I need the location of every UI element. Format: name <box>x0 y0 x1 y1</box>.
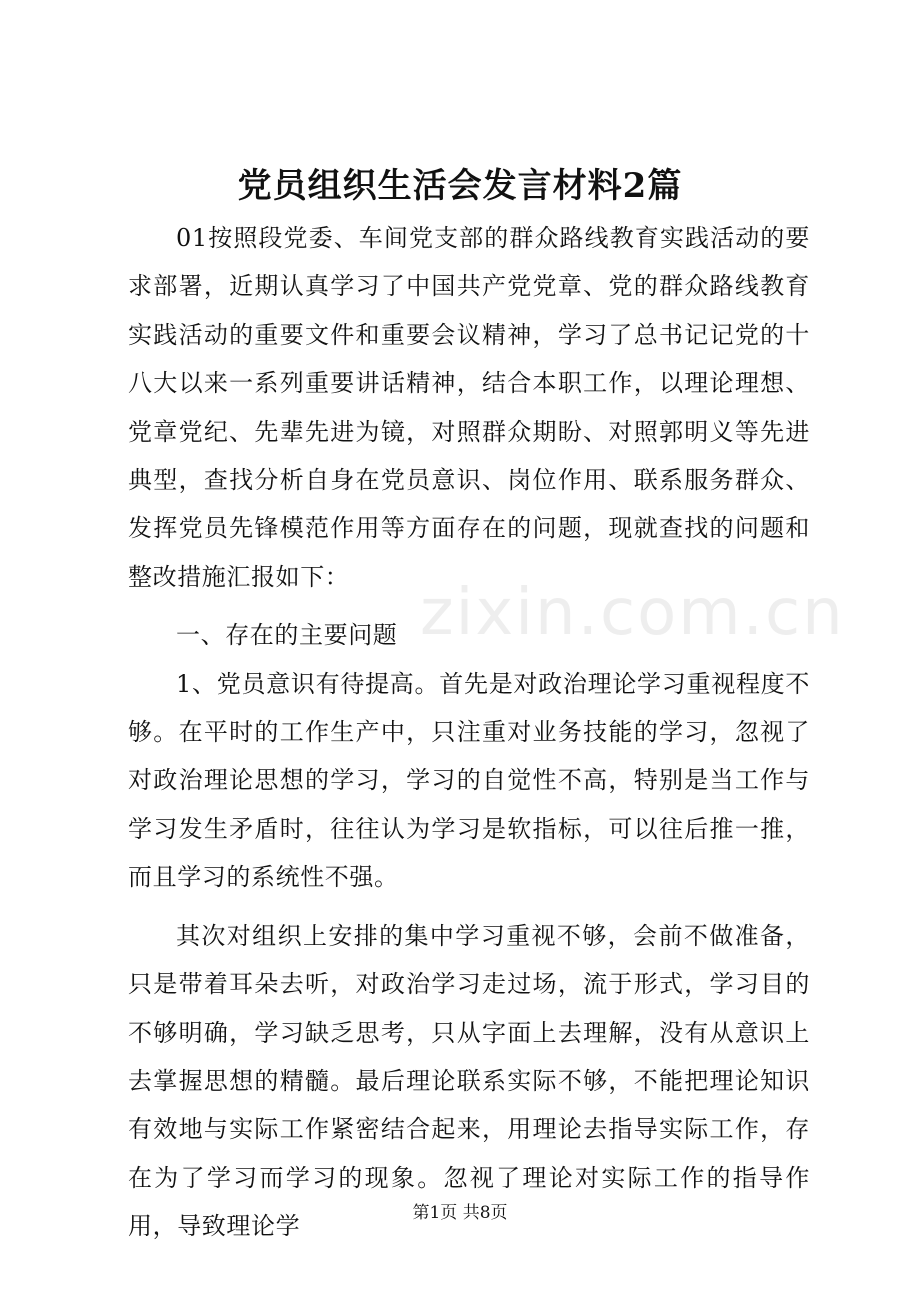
page-footer: 第1页 共8页 <box>412 1203 508 1223</box>
paragraph-issue-1: 1、党员意识有待提高。首先是对政治理论学习重视程度不够。在平时的工作生产中，只注重对业务技能的学习，忽视了对政治理论思想的学习，学习的自觉性不高，特别是当工作与学习发生矛盾时，往往认为学习是软指标，可以往后推一推，而且学习的系统性不强。 <box>128 669 810 892</box>
watermark: zixin.com.cn <box>420 576 845 650</box>
paragraph-issue-1-continued: 其次对组织上安排的集中学习重视不够，会前不做准备，只是带着耳朵去听，对政治学习走过场，流于形式，学习目的不够明确，学习缺乏思考，只从字面上去理解，没有从意识上去掌握思想的精髓。最后理论联系实际不够，不能把理论知识有效地与实际工作紧密结合起来，用理论去指导实际工作，存在为了学习而学习的现象。忽视了理论对实际工作的指导作用，导致理论学 <box>128 921 810 1241</box>
document-body <box>128 214 810 1251</box>
document-title: 党员组织生活会发言材料2篇 <box>237 166 683 206</box>
paragraph-intro: 01按照段党委、车间党支部的群众路线教育实践活动的要求部署，近期认真学习了中国共产党党章、党的群众路线教育实践活动的重要文件和重要会议精神，学习了总书记记党的十八大以来一系列重要讲话精神，结合本职工作，以理论理想、党章党纪、先辈先进为镜，对照群众期盼、对照郭明义等先进典型，查找分析自身在党员意识、岗位作用、联系服务群众、发挥党员先锋模范作用等方面存在的问题，现就查找的问题和整改措施汇报如下： <box>128 224 810 591</box>
section-heading: 一、存在的主要问题 <box>176 621 398 650</box>
